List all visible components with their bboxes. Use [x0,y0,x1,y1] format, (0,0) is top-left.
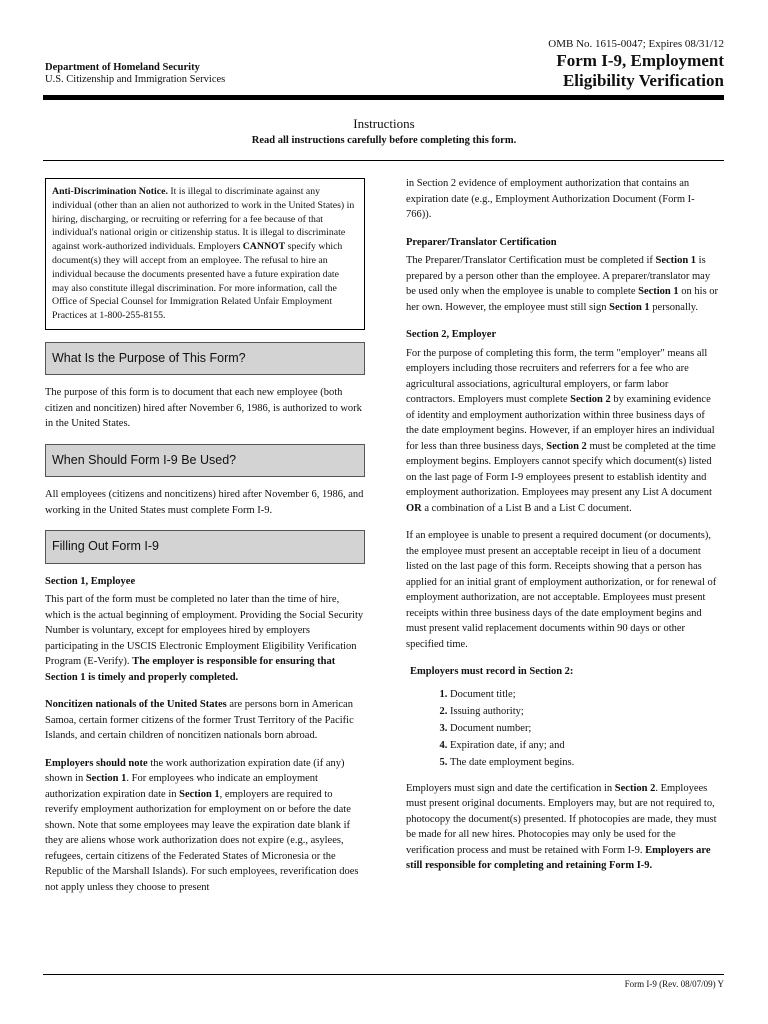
section1-heading: Section 1, Employee [45,575,136,587]
footer-rule [43,974,724,975]
purpose-text: The purpose of this form is to document that each new employee (both citizen and noncitizen) hired after November 6, 1986, is authorized to work in the United States. [45,387,362,430]
section2-text: For the purpose of completing this form, the term "employer" means all employers including those recruiters and referrers for a fee who are agricultural associations, agricultural employers, or farm labor contractors. Employers must complete Section 2 by examining evidence of identity and employment authorization within three business days of the date employment begins. However, if an employer hires an individual for less than three business days, Section 2 must be completed at the time employment begins. Employers cannot specify which document(s) listed on the last page of Form I-9 employees present to establish identity and employment authorization. Employees may present any List A document OR a combination of a List B and a List C document. [406,347,716,514]
unable-to-present-text: If an employee is unable to present a required document (or documents), the employee must present an acceptable receipt in lieu of a document listed on the last page of this form. Receipts showing that a person has applied for an initial grant of employment authorization, or for renewal of employment authorization, are not acceptable. Employees must present receipts within three business days of the date employment begins and must present valid replacement documents within 90 days or other specified time. [406,530,717,650]
list-item: 2. Issuing authority; [450,703,720,720]
employers-note-text: Employers should note the work authorization expiration date (if any) shown in Section 1. For employees who indicate an employment authorization expiration date in Section 1, employers are required to reverify employment authorization for employment on or before the date shown. Note that some employees may leave the expiration date blank if they are aliens whose work authorization does not expire (e.g., asylees, refugees, certain citizens of the Federated States of Micronesia or the Republic of the Marshall Islands). For such employees, reverification does not apply unless they choose to present [45,757,359,893]
filling-heading: Filling Out Form I-9 [45,530,365,564]
divider-rule [43,160,724,161]
continued-text: in Section 2 evidence of employment authorization that contains an expiration date (e.g., Employment Authorization Document (Form I-766)). [406,178,695,220]
form-title-line1: Form I-9, Employment [556,51,724,70]
sign-bold: Employers are still responsible for completing and retaining Form I-9. [406,844,711,871]
purpose-heading: What Is the Purpose of This Form? [45,342,365,376]
instructions-subtitle: Read all instructions carefully before completing this form. [251,135,517,146]
preparer-heading: Preparer/Translator Certification [406,236,557,248]
list-item: 4. Expiration date, if any; and [450,737,720,754]
list-item: 1. Document title; [450,686,720,703]
section1-bold: The employer is responsible for ensuring that Section 1 is timely and properly completed. [45,656,336,683]
list-item: 5. The date employment begins. [450,754,720,771]
anti-discrimination-notice [45,178,365,330]
notice-text: It is illegal to discriminate against any individual (other than an alien not authorized to work in the United States) in hiring, discharging, or recruiting or referring for a fee because of that individual's national origin or citizenship status. It is illegal to discriminate against work-authorized individuals. Employers [52,186,355,253]
agency-name: U.S. Citizenship and Immigration Services [45,74,226,85]
when-text: All employees (citizens and noncitizens) hired after November 6, 1986, and working in the United States must complete Form I-9. [45,489,364,516]
preparer-text: The Preparer/Translator Certification must be completed if Section 1 is prepared by a person other than the employee. A preparer/translator may be used only when the employee is unable to complete Section 1 on his or her own. However, the employee must still sign Section 1 personally. [406,255,719,313]
department-name: Department of Homeland Security [45,62,200,73]
section1-text: This part of the form must be completed no later than the time of hire, which is the actual beginning of employment. Providing the Social Security Number is voluntary, except for employees hired by employers participating in the USCIS Electronic Employment Eligibility Verification Program (E-Verify). The employer is responsible for ensuring that Section 1 is timely and properly completed. [45,594,364,683]
instructions-title: Instructions [353,116,415,131]
notice-text-2: specify which document(s) they will accept from an employee. The refusal to hire an individual because the documents presented have a future expiration date may also constitute illegal discrimination. For more information, call the Office of Special Counsel for Immigration Related Unfair Employment Practices at 1-800-255-8155. [52,241,343,322]
list-item: 3. Document number; [450,720,720,737]
footer-form-revision: Form I-9 (Rev. 08/07/09) Y [624,979,724,989]
form-title-line2: Eligibility Verification [562,71,724,90]
employers-note-bold: Employers should note [45,757,148,769]
record-list [426,686,720,771]
form-title [556,51,724,91]
header-rule [43,95,724,100]
when-heading: When Should Form I-9 Be Used? [45,444,365,478]
noncitizen-bold: Noncitizen nationals of the United States [45,699,227,711]
record-heading: Employers must record in Section 2: [410,666,574,677]
section2-heading: Section 2, Employer [406,329,497,340]
left-column [45,178,365,895]
noncitizen-text: Noncitizen nationals of the United States are persons born in American Samoa, certain former citizens of the former Trust Territory of the Pacific Islands, and certain children of noncitizen nationals born abroad. [45,699,354,742]
omb-number: OMB No. 1615-0047; Expires 08/31/12 [548,38,724,50]
notice-cannot: CANNOT [242,241,286,253]
right-column [406,178,720,874]
sign-text: Employers must sign and date the certification in Section 2. Employees must present original documents. Employers may, but are not required to, photocopy the document(s) presented. If photocopies are made, they must be made for all new hires. Photocopies may only be used for the verification process and must be retained with Form I-9. Employers are still responsible for completing and retaining Form I-9. [406,782,717,871]
notice-label: Anti-Discrimination Notice. [52,186,168,197]
